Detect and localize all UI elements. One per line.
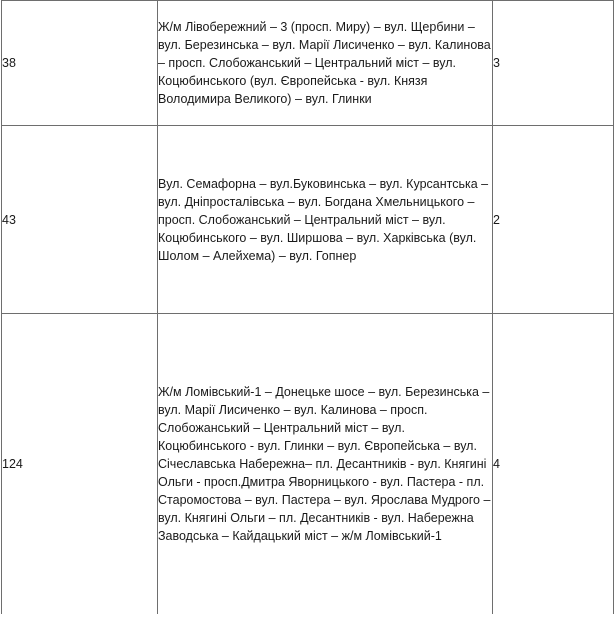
- route-description-cell: [158, 126, 493, 314]
- vehicle-count: 2: [493, 212, 500, 227]
- route-number: 43: [2, 212, 16, 227]
- table-row: [2, 1, 614, 126]
- route-description: Ж/м Лівобережний – 3 (просп. Миру) – вул. Щербини – вул. Березинська – вул. Марії Лисиченко – вул. Калинова – просп. Слобожанський – Центральний міст – вул. Коцюбинського (вул. Європейська - вул. Князя Володимира Великого) – вул. Глинки: [158, 20, 491, 106]
- vehicle-count: 3: [493, 56, 500, 70]
- routes-table: [1, 0, 614, 614]
- route-description: Вул. Семафорна – вул.Буковинська – вул. Курсантська – вул. Дніпросталівська – вул. Богдана Хмельницького – просп. Слобожанський – Центральний міст – вул. Коцюбинського – вул. Ширшова – вул. Харківська (вул. Шолом – Алейхема) – вул. Гопнер: [158, 176, 489, 263]
- route-description-cell: [158, 314, 493, 615]
- route-number-cell: [2, 126, 158, 314]
- table-row: [2, 126, 614, 314]
- route-description: Ж/м Ломівський-1 – Донецьке шосе – вул. Березинська – вул. Марії Лисиченко – вул. Калинова – просп. Слобожанський – Центральний міст – вул. Коцюбинського - вул. Глинки – вул. Європейська – вул. Січеславська Набережна– пл. Десантників - вул. Княгині Ольги - просп.Дмитра Яворницького - вул. Пастера - пл. Старомостова – вул. Пастера – вул. Ярослава Мудрого – вул. Княгині Ольги – пл. Десантників - вул. Набережна Заводська – Кайдацький міст – ж/м Ломівський-1: [158, 385, 491, 543]
- route-number: 124: [2, 457, 23, 471]
- route-description-cell: [158, 1, 493, 126]
- vehicle-count-cell: [493, 314, 614, 615]
- route-number: 38: [2, 56, 16, 70]
- route-number-cell: [2, 314, 158, 615]
- route-number-cell: [2, 1, 158, 126]
- vehicle-count: 4: [493, 457, 500, 471]
- vehicle-count-cell: [493, 126, 614, 314]
- table-row: [2, 314, 614, 615]
- vehicle-count-cell: [493, 1, 614, 126]
